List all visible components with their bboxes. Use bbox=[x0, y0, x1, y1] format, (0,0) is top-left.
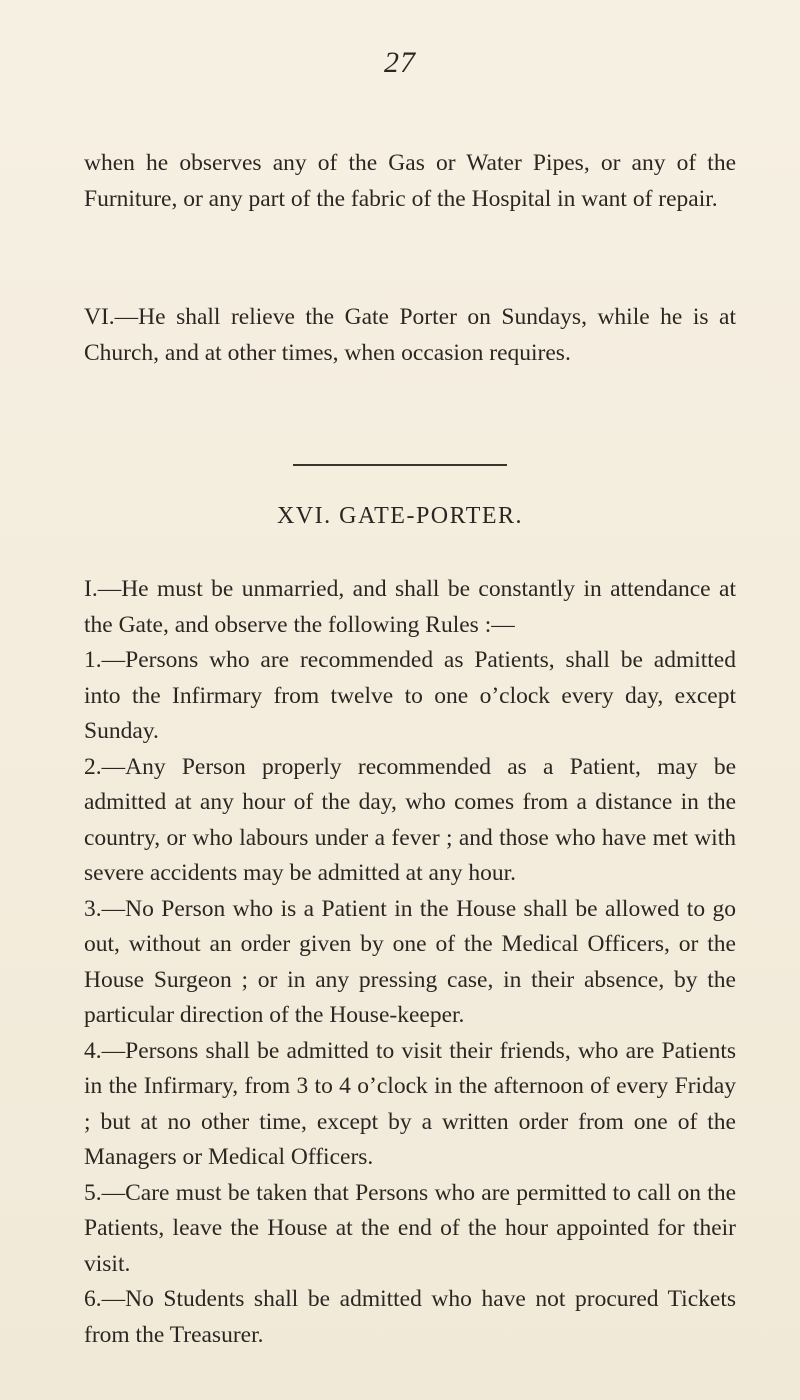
sub-rule-1: 1.—Persons who are recommended as Patients, shall be admitted into the Infirmary from twelve to one o’clock every day, except Sunday. bbox=[84, 647, 736, 744]
continuation-paragraph bbox=[84, 146, 736, 217]
section-divider bbox=[293, 464, 507, 466]
rule-i-text: I.—He must be unmarried, and shall be constantly in attendance at the Gate, and observe the following Rules :— bbox=[84, 576, 736, 638]
rule-vi-text: VI.—He shall relieve the Gate Porter on Sundays, while he is at Church, and at other times, when occasion requires. bbox=[84, 304, 736, 366]
page-number: 27 bbox=[384, 46, 416, 79]
sub-rule-4: 4.—Persons shall be admitted to visit their friends, who are Patients in the Infirmary, from 3 to 4 o’clock in the afternoon of every Friday ; but at no other time, except by a written order from one of the Managers or Medical Officers. bbox=[84, 1037, 736, 1170]
sub-rule-2: 2.—Any Person properly recommended as a Patient, may be admitted at any hour of the day, who comes from a distance in the country, or who labours under a fever ; and those who have met with severe accidents may be admitted at any hour. bbox=[84, 753, 736, 886]
section-heading: XVI. GATE-PORTER. bbox=[276, 503, 524, 529]
sub-rule-6: 6.—No Students shall be admitted who have not procured Tickets from the Treasurer. bbox=[84, 1286, 736, 1348]
continuation-text: when he observes any of the Gas or Water Pipes, or any of the Furniture, or any part of the fabric of the Hospital in want of repair. bbox=[84, 150, 736, 212]
gate-porter-rules bbox=[84, 572, 736, 1353]
sub-rule-5: 5.—Care must be taken that Persons who are permitted to call on the Patients, leave the House at the end of the hour appointed for their visit. bbox=[84, 1179, 736, 1277]
sub-rule-3: 3.—No Person who is a Patient in the House shall be allowed to go out, without an order given by one of the Medical Officers, or the House Surgeon ; or in any pressing case, in their absence, by the particular direction of the House-keeper. bbox=[84, 895, 736, 1028]
rule-vi-paragraph bbox=[84, 300, 736, 371]
